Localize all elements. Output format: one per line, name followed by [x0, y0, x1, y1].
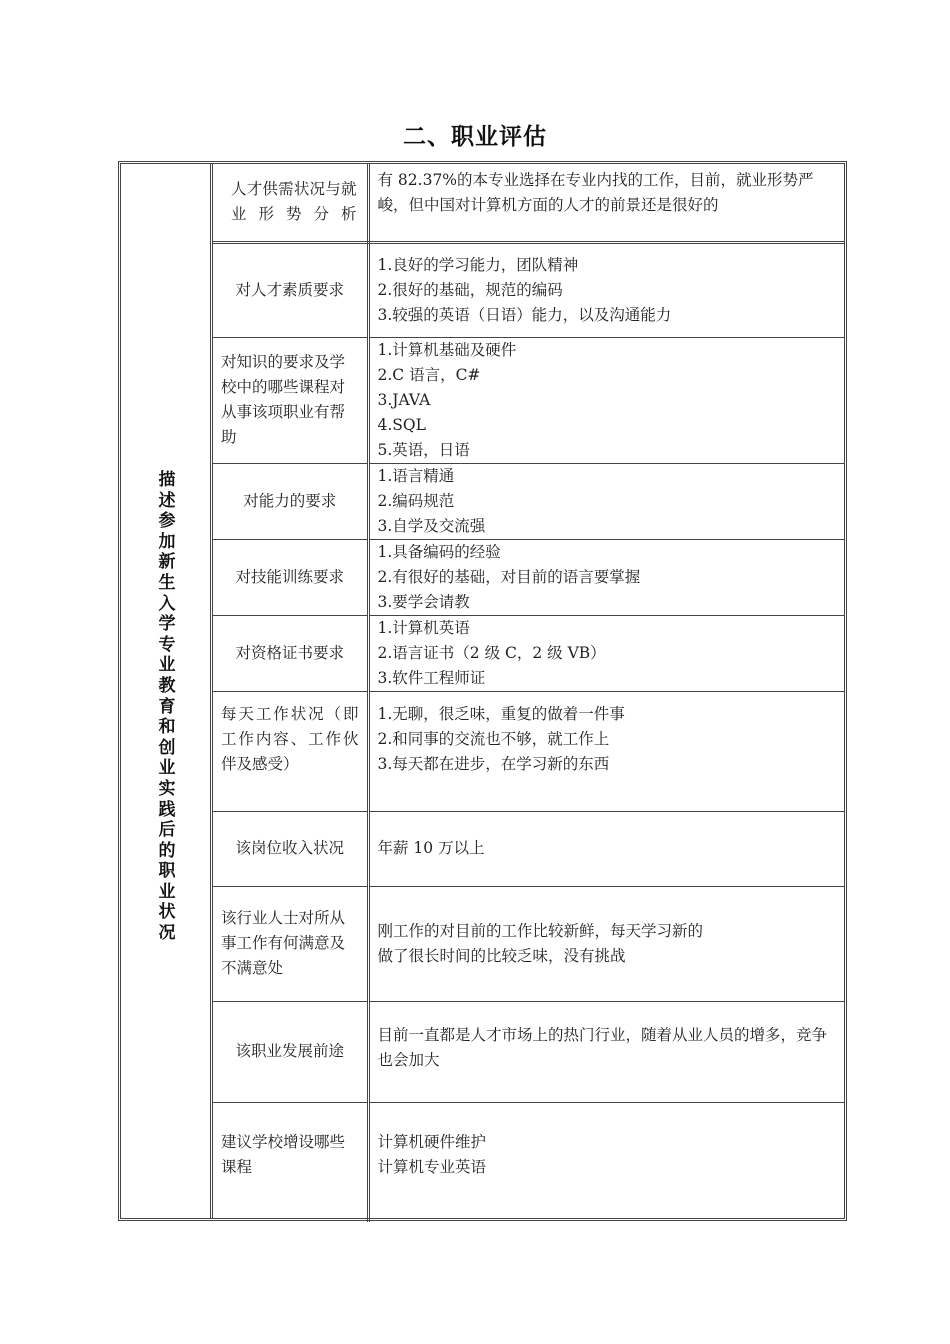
table-row — [213, 463, 844, 539]
table-row — [213, 1001, 844, 1102]
table-row — [213, 615, 844, 691]
row-content-suggested-courses — [368, 1102, 844, 1222]
list-item: 2.和同事的交流也不够，就工作上 — [377, 729, 610, 748]
list-item: 刚工作的对目前的工作比较新鲜，每天学习新的 — [377, 921, 704, 940]
row-label-certificates: 对资格证书要求 — [213, 615, 368, 691]
row-content-quality-requirements — [368, 242, 844, 337]
row-label-suggested-courses: 建议学校增设哪些课程 — [213, 1102, 368, 1222]
list-item: 2.编码规范 — [377, 491, 455, 510]
row-label-ability-requirements: 对能力的要求 — [213, 463, 368, 539]
list-item: 2.有很好的基础，对目前的语言要掌握 — [377, 567, 641, 586]
table-row — [213, 164, 844, 242]
row-content-talent-supply: 有 82.37%的本专业选择在专业内找的工作，目前，就业形势严峻，但中国对计算机方面的人才的前景还是很好的 — [368, 164, 844, 242]
page-title: 二、职业评估 — [403, 124, 547, 150]
list-item: 1.语言精通 — [377, 466, 455, 485]
list-item: 3.JAVA — [377, 390, 431, 409]
table-row — [213, 539, 844, 615]
row-label-income: 该岗位收入状况 — [213, 811, 368, 886]
list-item: 计算机专业英语 — [377, 1158, 487, 1177]
table-row — [213, 242, 844, 337]
list-item: 3.自学及交流强 — [377, 516, 486, 535]
list-item: 4.SQL — [377, 415, 426, 434]
row-label-daily-work: 每天工作状况（即工作内容、工作伙伴及感受） — [213, 691, 368, 811]
row-content-certificates — [368, 615, 844, 691]
row-label-skill-training: 对技能训练要求 — [213, 539, 368, 615]
row-content-skill-training — [368, 539, 844, 615]
row-label-talent-supply: 人才供需状况与就业形势分析 — [213, 164, 368, 242]
list-item: 1.计算机英语 — [377, 618, 470, 637]
table-row — [213, 1102, 844, 1222]
list-item: 3.软件工程师证 — [377, 668, 486, 687]
row-label-knowledge-requirements: 对知识的要求及学校中的哪些课程对从事该项职业有帮助 — [213, 337, 368, 463]
row-content-knowledge-requirements — [368, 337, 844, 463]
row-content-career-prospects: 目前一直都是人才市场上的热门行业，随着从业人员的增多，竞争也会加大 — [368, 1001, 844, 1102]
career-assessment-table — [118, 161, 847, 1221]
row-content-ability-requirements — [368, 463, 844, 539]
list-item: 3.较强的英语（日语）能力，以及沟通能力 — [377, 305, 672, 324]
list-item: 3.要学会请教 — [377, 592, 470, 611]
list-item: 5.英语，日语 — [377, 440, 470, 459]
assessment-grid — [213, 164, 844, 1222]
row-label-career-prospects: 该职业发展前途 — [213, 1001, 368, 1102]
table-row — [213, 811, 844, 886]
list-item: 做了很长时间的比较乏味，没有挑战 — [377, 946, 626, 965]
row-content-income — [368, 811, 844, 886]
table-row — [213, 337, 844, 463]
list-item: 2.很好的基础，规范的编码 — [377, 280, 563, 299]
list-item: 年薪 10 万以上 — [377, 839, 485, 857]
sidebar-column — [121, 164, 213, 1218]
list-item: 计算机硬件维护 — [377, 1133, 487, 1152]
list-item: 1.具备编码的经验 — [377, 542, 501, 561]
row-label-quality-requirements: 对人才素质要求 — [213, 242, 368, 337]
list-item: 2.C 语言，C# — [377, 365, 481, 384]
list-item: 1.良好的学习能力，团队精神 — [377, 255, 579, 274]
list-item: 1.计算机基础及硬件 — [377, 340, 517, 359]
list-item: 2.语言证书（2 级 C，2 级 VB） — [377, 643, 606, 662]
list-item: 3.每天都在进步，在学习新的东西 — [377, 754, 610, 773]
row-content-daily-work — [368, 691, 844, 811]
row-content-satisfaction — [368, 886, 844, 1001]
row-label-satisfaction: 该行业人士对所从事工作有何满意及不满意处 — [213, 886, 368, 1001]
table-row — [213, 886, 844, 1001]
sidebar-vertical-label: 描述参加新生入学专业教育和创业实践后的职业状况 — [158, 470, 176, 944]
table-row — [213, 691, 844, 811]
list-item: 1.无聊，很乏味，重复的做着一件事 — [377, 704, 625, 723]
